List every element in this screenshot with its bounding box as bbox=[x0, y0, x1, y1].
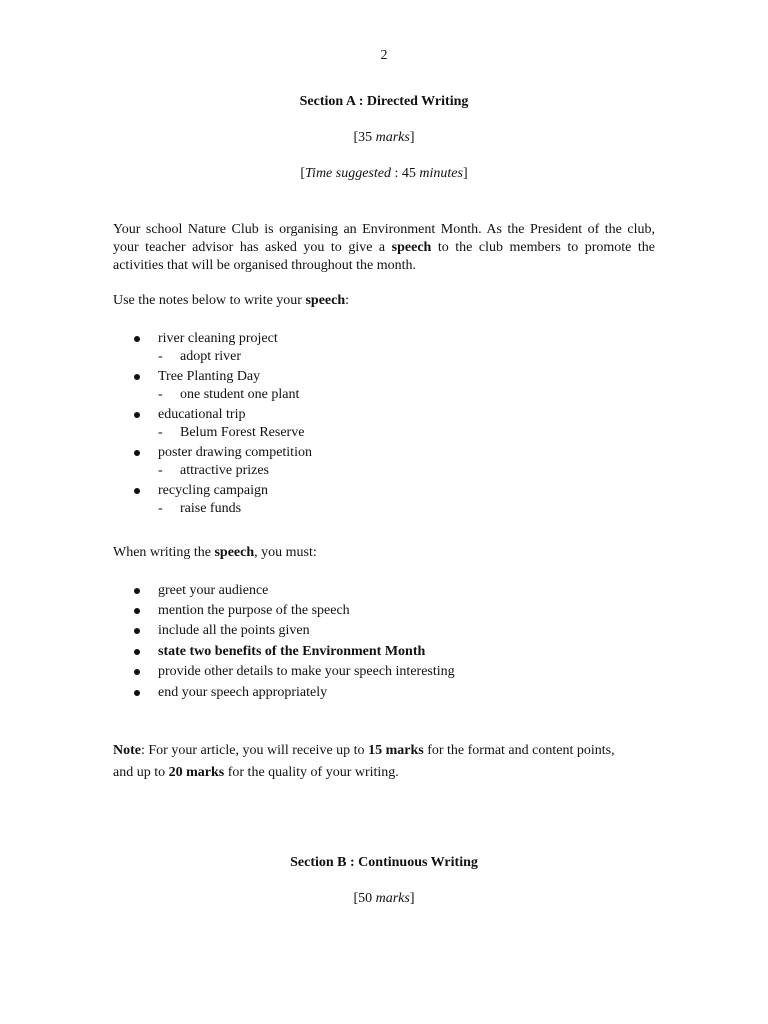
time-suggested bbox=[0, 166, 768, 182]
note-subitem-text: adopt river bbox=[180, 349, 242, 364]
marks-close: ] bbox=[409, 891, 415, 906]
note-subitem-text: attractive prizes bbox=[180, 463, 270, 478]
notes-instruction bbox=[113, 293, 349, 309]
dash-marker: - bbox=[158, 501, 163, 516]
note-line-2 bbox=[113, 765, 399, 781]
requirement-text-bold: state two benefits of the Environment Month bbox=[158, 644, 426, 659]
dash-marker: - bbox=[158, 463, 163, 478]
note-item-text: Tree Planting Day bbox=[158, 369, 261, 384]
bullet-icon bbox=[134, 374, 140, 380]
must-text-2: , you must: bbox=[254, 545, 317, 560]
time-open: [ bbox=[300, 166, 306, 181]
must-bold: speech bbox=[214, 545, 255, 560]
requirement-text: include all the points given bbox=[158, 623, 310, 638]
marks-close: ] bbox=[409, 130, 415, 145]
note-item-text: recycling campaign bbox=[158, 483, 269, 498]
note-item-text: educational trip bbox=[158, 407, 246, 422]
marks-open: [50 bbox=[353, 891, 376, 906]
bullet-icon bbox=[134, 336, 140, 342]
notes-bold: speech bbox=[305, 293, 346, 308]
section-b-marks bbox=[0, 891, 768, 907]
bullet-icon bbox=[134, 628, 140, 634]
marks-word: marks bbox=[375, 891, 410, 906]
dash-marker: - bbox=[158, 387, 163, 402]
page-number: 2 bbox=[380, 48, 388, 63]
requirement-text: end your speech appropriately bbox=[158, 685, 328, 700]
bullet-icon bbox=[134, 608, 140, 614]
intro-bold: speech bbox=[391, 240, 432, 255]
requirement-text: greet your audience bbox=[158, 583, 269, 598]
note-text-2a: and up to bbox=[113, 765, 169, 780]
time-unit: minutes bbox=[419, 166, 463, 181]
note-line-1 bbox=[113, 743, 615, 759]
section-a-marks bbox=[0, 130, 768, 146]
section-a-title: Section A : Directed Writing bbox=[299, 94, 469, 109]
marks-open: [35 bbox=[353, 130, 376, 145]
note-text-2c: for the quality of your writing. bbox=[224, 765, 399, 780]
note-marks-format: 15 marks bbox=[368, 743, 424, 758]
section-b-title: Section B : Continuous Writing bbox=[290, 855, 478, 870]
bullet-icon bbox=[134, 450, 140, 456]
bullet-icon bbox=[134, 690, 140, 696]
bullet-icon bbox=[134, 649, 140, 655]
requirement-text: provide other details to make your speech interesting bbox=[158, 664, 455, 679]
bullet-icon bbox=[134, 588, 140, 594]
bullet-icon bbox=[134, 412, 140, 418]
notes-text-2: : bbox=[345, 293, 350, 308]
note-text-1a: : For your article, you will receive up to bbox=[141, 743, 369, 758]
intro-text-1: Your school Nature Club is organising an Environment Month. As the President of the club, your teacher advisor has asked you to give a bbox=[113, 222, 655, 255]
dash-marker: - bbox=[158, 425, 163, 440]
requirement-text: mention the purpose of the speech bbox=[158, 603, 350, 618]
note-subitem-text: one student one plant bbox=[180, 387, 300, 402]
intro-text-2: to the club members to promote the activities that will be organised throughout the month. bbox=[113, 240, 656, 273]
note-item-text: river cleaning project bbox=[158, 331, 278, 346]
dash-marker: - bbox=[158, 349, 163, 364]
time-close: ] bbox=[462, 166, 468, 181]
note-marks-quality: 20 marks bbox=[168, 765, 225, 780]
note-subitem-text: Belum Forest Reserve bbox=[180, 425, 305, 440]
note-label: Note bbox=[113, 743, 141, 758]
note-item-text: poster drawing competition bbox=[158, 445, 312, 460]
intro-paragraph bbox=[113, 221, 655, 275]
requirements-instruction bbox=[113, 545, 317, 561]
bullet-icon bbox=[134, 488, 140, 494]
notes-text-1: Use the notes below to write your bbox=[113, 293, 306, 308]
note-text-1c: for the format and content points, bbox=[423, 743, 615, 758]
note-subitem-text: raise funds bbox=[180, 501, 242, 516]
marks-word: marks bbox=[375, 130, 410, 145]
time-sep: : 45 bbox=[391, 166, 420, 181]
bullet-icon bbox=[134, 669, 140, 675]
time-label: Time suggested bbox=[305, 166, 391, 181]
must-text-1: When writing the bbox=[113, 545, 215, 560]
